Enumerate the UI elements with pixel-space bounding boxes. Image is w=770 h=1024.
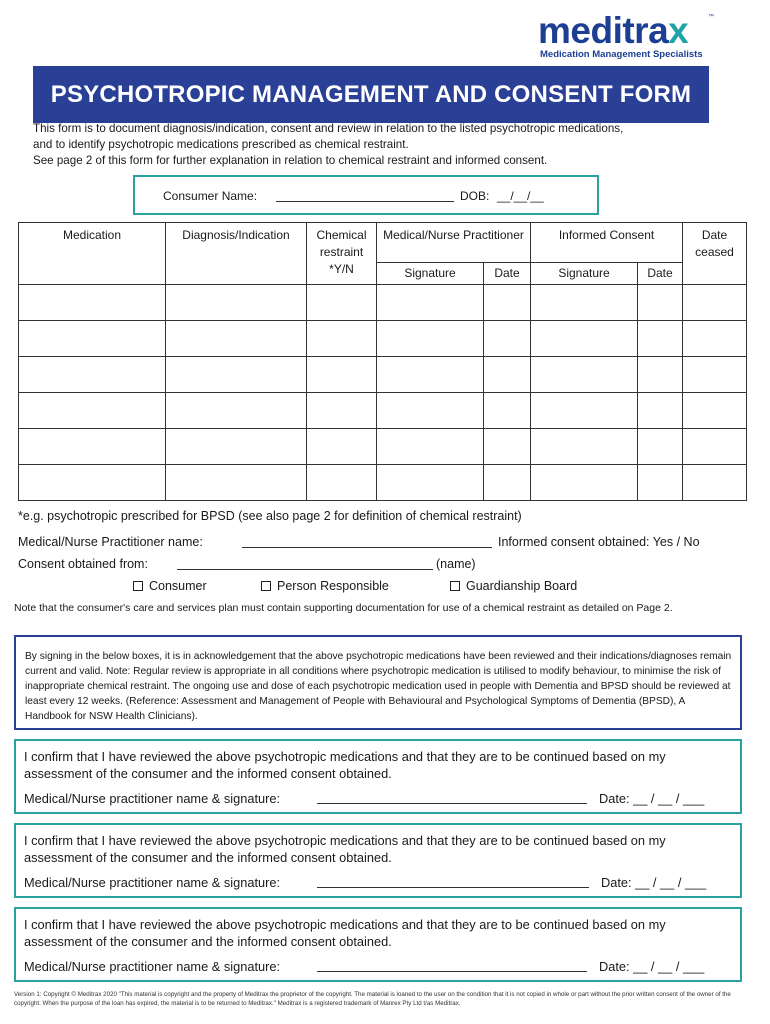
table-cell[interactable] [531,357,638,393]
intro-line-2: and to identify psychotropic medications prescribed as chemical restraint. [33,138,409,151]
option-label: Consumer [149,579,207,593]
consent-from-field[interactable] [177,559,433,570]
title-banner [33,66,709,123]
table-row [19,285,747,321]
table-cell[interactable] [307,429,377,465]
table-cell[interactable] [683,429,747,465]
table-cell[interactable] [377,357,484,393]
signature-field[interactable] [317,793,587,804]
table-cell[interactable] [19,321,166,357]
table-cell[interactable] [531,321,638,357]
logo-trademark: ™ [708,14,714,20]
informed-consent-label[interactable]: Informed consent obtained: Yes / No [498,535,700,549]
confirmation-statement: I confirm that I have reviewed the above psychotropic medications and that they are to be continued based on my assessment of the consumer and the informed consent obtained. [24,917,666,949]
review-date-field[interactable]: Date: __ / __ / ___ [599,791,705,806]
table-cell[interactable] [683,357,747,393]
consumer-checkbox[interactable] [133,581,143,591]
table-cell[interactable] [307,285,377,321]
option-label: Guardianship Board [466,579,578,593]
intro-line-3: See page 2 of this form for further explanation in relation to chemical restraint and informed consent. [33,154,548,167]
table-cell[interactable] [19,465,166,501]
table-cell[interactable] [638,393,683,429]
table-cell[interactable] [19,357,166,393]
table-cell[interactable] [484,429,531,465]
header-chemical-restraint: Chemical restraint *Y/N [307,223,377,285]
table-cell[interactable] [377,285,484,321]
person-responsible-checkbox[interactable] [261,581,271,591]
header-consent-signature: Signature [531,263,638,285]
table-cell[interactable] [638,429,683,465]
table-cell[interactable] [19,393,166,429]
table-row [19,429,747,465]
table-cell[interactable] [484,285,531,321]
table-row [19,393,747,429]
signature-label: Medical/Nurse practitioner name & signature: [24,875,281,890]
page-title: PSYCHOTROPIC MANAGEMENT AND CONSENT FORM [50,81,692,108]
table-cell[interactable] [484,321,531,357]
table-cell[interactable] [638,321,683,357]
confirmation-statement: I confirm that I have reviewed the above psychotropic medications and that they are to be continued based on my assessment of the consumer and the informed consent obtained. [24,833,666,865]
table-cell[interactable] [377,465,484,501]
guardianship-board-checkbox[interactable] [450,581,460,591]
table-cell[interactable] [166,465,307,501]
option-label: Person Responsible [277,579,389,593]
table-cell[interactable] [307,465,377,501]
meditrax-logo [538,12,748,60]
table-cell[interactable] [683,285,747,321]
confirmation-box-2 [14,823,742,898]
table-cell[interactable] [307,393,377,429]
header-informed-consent: Informed Consent [531,223,683,263]
confirmation-statement: I confirm that I have reviewed the above psychotropic medications and that they are to be continued based on my assessment of the consumer and the informed consent obtained. [24,749,666,781]
signature-label: Medical/Nurse practitioner name & signature: [24,791,281,806]
dob-label: DOB: [460,189,490,203]
consumer-name-label: Consumer Name: [163,189,258,203]
table-cell[interactable] [166,357,307,393]
practitioner-name-field[interactable] [242,537,492,548]
confirmation-box-3 [14,907,742,982]
header-practitioner-date: Date [484,263,531,285]
practitioner-name-row [18,535,203,549]
table-cell[interactable] [166,429,307,465]
option-consumer[interactable] [133,579,207,593]
table-cell[interactable] [19,429,166,465]
table-cell[interactable] [683,465,747,501]
acknowledgement-box [14,635,742,730]
table-cell[interactable] [531,429,638,465]
table-cell[interactable] [307,357,377,393]
table-cell[interactable] [531,465,638,501]
acknowledgement-text: By signing in the below boxes, it is in acknowledgement that the above psychotropic medications have been reviewed and their indications/diagnoses remain current and valid. Note: Regular review is appropriate in all conditions where psychotropic medication is utilised to modify behaviour, to minimise the risk of inappropriate chemical restraint. The ongoing use and dose of each psychotropic medication used in people with Dementia and BPSD should be reviewed at least every 12 weeks. (Reference: Assessment and Management of People with Behavioural and Psychological Symptoms of Dementia (BPSD), A Handbook for NSW Health Clinicians). [25,651,732,722]
table-cell[interactable] [307,321,377,357]
table-cell[interactable] [377,393,484,429]
care-plan-note: Note that the consumer's care and services plan must contain supporting documentation for use of a chemical restraint as detailed on Page 2. [14,602,673,614]
header-date-ceased: Date ceased [683,223,747,285]
table-cell[interactable] [166,393,307,429]
table-cell[interactable] [531,285,638,321]
table-cell[interactable] [377,321,484,357]
table-cell[interactable] [638,465,683,501]
table-cell[interactable] [638,285,683,321]
table-row [19,357,747,393]
dob-field[interactable]: __/__/__ [497,189,544,203]
table-cell[interactable] [683,321,747,357]
review-date-field[interactable]: Date: __ / __ / ___ [601,875,707,890]
header-consent-date: Date [638,263,683,285]
table-cell[interactable] [484,393,531,429]
chemical-restraint-footnote: *e.g. psychotropic prescribed for BPSD (see also page 2 for definition of chemical restraint) [18,509,522,523]
consumer-details-box [133,175,599,215]
table-cell[interactable] [484,357,531,393]
table-cell[interactable] [19,285,166,321]
table-cell[interactable] [484,465,531,501]
signature-field[interactable] [317,961,587,972]
header-practitioner-signature: Signature [377,263,484,285]
consumer-name-field[interactable] [276,191,454,202]
medication-table [18,222,747,501]
intro-line-1: This form is to document diagnosis/indication, consent and review in relation to the listed psychotropic medications, [33,122,624,135]
option-person-responsible[interactable] [261,579,389,593]
table-row [19,321,747,357]
table-cell[interactable] [683,393,747,429]
practitioner-name-label: Medical/Nurse Practitioner name: [18,535,203,549]
table-cell[interactable] [638,357,683,393]
signature-label: Medical/Nurse practitioner name & signature: [24,959,281,974]
consent-from-suffix: (name) [436,557,476,571]
table-cell[interactable] [166,285,307,321]
copyright-footer: Version 1: Copyright © Meditrax 2020 "This material is copyright and the property of Meditrax the proprietor of the copyright. The material is loaned to the user on the condition that it is not copied in whole or part without the prior written consent of the owner of the copyright. When the purpose of the loan has expired, the material is to be returned to Meditrax." Meditrax is a registered trademark of Manrex Pty Ltd t/as Meditrax. [14,991,731,1007]
header-medication: Medication [19,223,166,285]
signature-field[interactable] [317,877,589,888]
review-date-field[interactable]: Date: __ / __ / ___ [599,959,705,974]
intro-text [33,121,723,169]
table-cell[interactable] [531,393,638,429]
logo-wordmark: meditrax [538,10,689,51]
table-cell[interactable] [166,321,307,357]
header-practitioner: Medical/Nurse Practitioner [377,223,531,263]
option-guardianship-board[interactable] [450,579,577,593]
consent-from-label: Consent obtained from: [18,557,148,571]
table-cell[interactable] [377,429,484,465]
confirmation-box-1 [14,739,742,814]
logo-tagline: Medication Management Specialists [540,49,703,60]
header-diagnosis: Diagnosis/Indication [166,223,307,285]
table-row [19,465,747,501]
